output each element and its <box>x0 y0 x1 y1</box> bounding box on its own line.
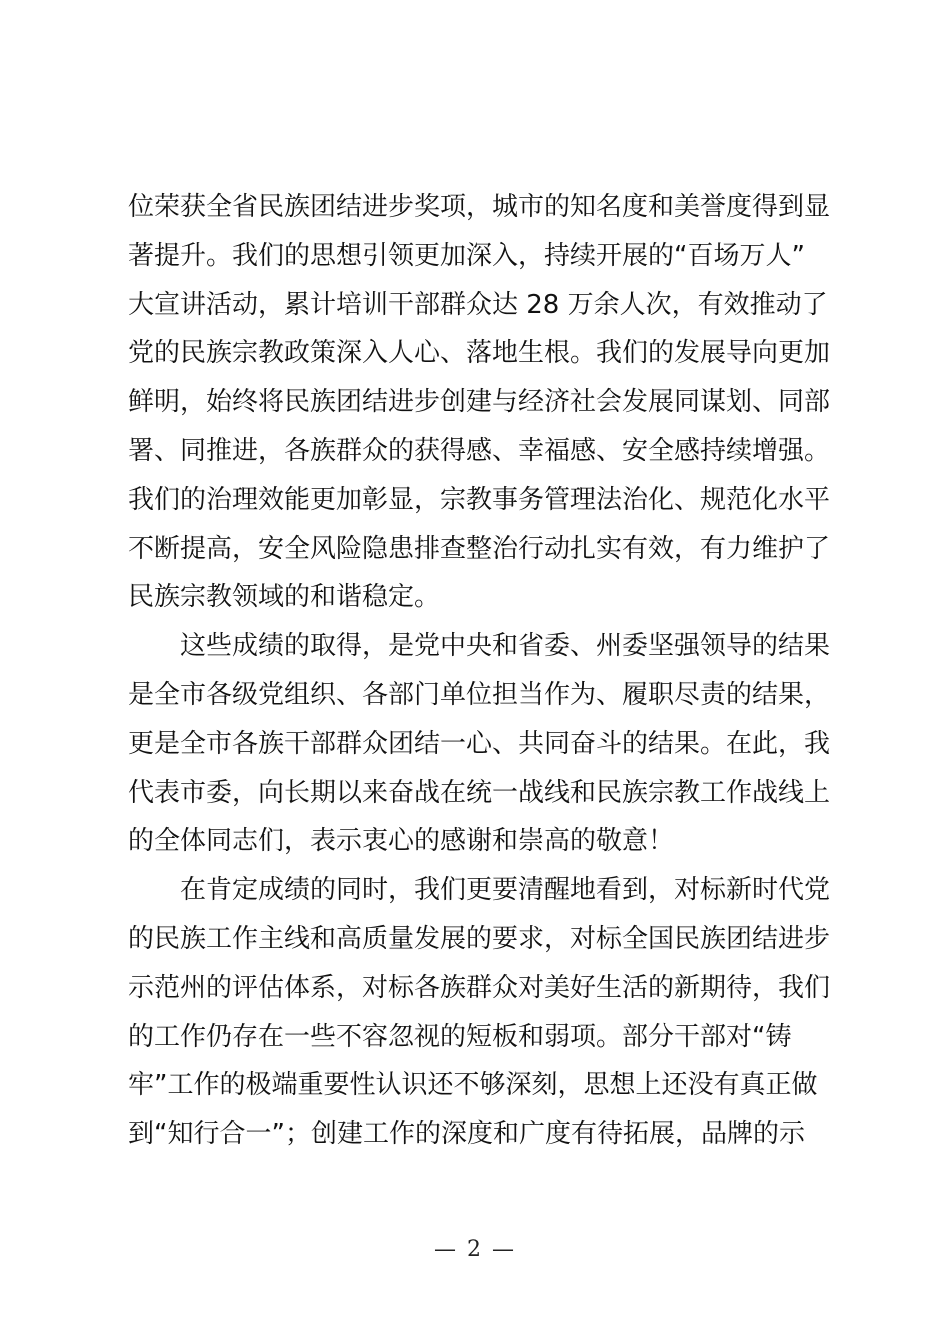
paragraph-start-line: 这些成绩的取得，是党中央和省委、州委坚强领导的结果 <box>128 631 831 662</box>
text-line: 的全体同志们，表示衷心的感谢和崇高的敬意！ <box>128 826 675 857</box>
text-line: 党的民族宗教政策深入人心、落地生根。我们的发展导向更加 <box>128 338 831 369</box>
text-line: 是全市各级党组织、各部门单位担当作为、履职尽责的结果， <box>128 679 831 710</box>
text-line: 鲜明，始终将民族团结进步创建与经济社会发展同谋划、同部 <box>128 387 831 418</box>
page-number: — 2 — <box>434 1237 516 1262</box>
text-line: 牢”工作的极端重要性认识还不够深刻，思想上还没有真正做 <box>128 1070 818 1101</box>
text-line: 署、同推进，各族群众的获得感、幸福感、安全感持续增强。 <box>128 435 831 466</box>
text-line: 的民族工作主线和高质量发展的要求，对标全国民族团结进步 <box>128 923 831 954</box>
text-line: 位荣获全省民族团结进步奖项，城市的知名度和美誉度得到显 <box>128 192 831 222</box>
paragraph-start-line: 在肯定成绩的同时，我们更要清醒地看到，对标新时代党 <box>128 875 831 906</box>
text-line: 到“知行合一”；创建工作的深度和广度有待拓展，品牌的示 <box>128 1119 805 1150</box>
text-line: 著提升。我们的思想引领更加深入，持续开展的“百场万人” <box>128 240 805 271</box>
text-line: 示范州的评估体系，对标各族群众对美好生活的新期待，我们 <box>128 972 831 1003</box>
text-line: 代表市委，向长期以来奋战在统一战线和民族宗教工作战线上 <box>128 777 831 808</box>
body-text <box>128 183 834 1159</box>
text-line: 的工作仍存在一些不容忽视的短板和弱项。部分干部对“铸 <box>128 1021 792 1052</box>
text-line: 不断提高，安全风险隐患排查整治行动扎实有效，有力维护了 <box>128 533 831 564</box>
text-line: 大宣讲活动，累计培训干部群众达 28 万余人次，有效推动了 <box>128 289 828 320</box>
text-line: 更是全市各族干部群众团结一心、共同奋斗的结果。在此，我 <box>128 728 831 759</box>
text-line: 民族宗教领域的和谐稳定。 <box>128 582 441 613</box>
text-line: 我们的治理效能更加彰显，宗教事务管理法治化、规范化水平 <box>128 484 831 515</box>
